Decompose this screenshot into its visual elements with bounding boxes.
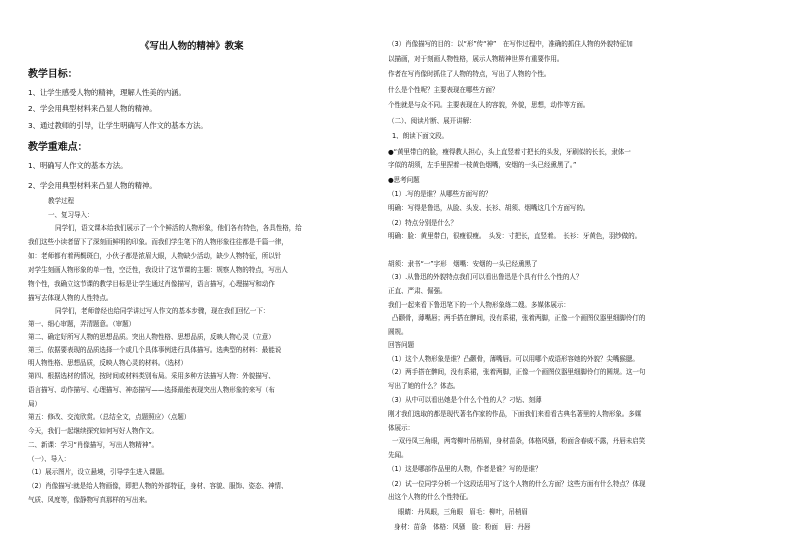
left-line: 教学过程 [48, 197, 74, 205]
left-line: 描写去体现人物的人性特点。 [28, 294, 113, 302]
right-line: 出这个人物的什么个性特征。 [388, 493, 473, 501]
left-line: 我们这些小读者留下了深刻而鲜明的印象。而我们学生笔下的人物形象往往都是千篇一律， [28, 238, 288, 246]
left-line: 第三、依据要表现的品质选择一个或几个具体事例进行具体描写。选典型的材料：最能说 [28, 346, 282, 354]
left-line: 局） [28, 400, 41, 408]
right-line: （1）这个人物形象是谁？凸颧骨，薄嘴唇。可以用哪个成语形容她的外貌？尖嘴猴腮。 [388, 355, 639, 363]
left-line: 同学们，语文课本给我们展示了一个个鲜活的人物形象，他们各有特色，各具性格，给 [55, 224, 302, 232]
right-line: （1）这是哪部作品里的人物，作者是谁？写的是谁？ [388, 465, 542, 473]
left-line: 第二、确定好所写人物的思想品质。突出人物性格、思想品质，反映人物心灵（立意） [28, 333, 275, 341]
right-line: 作者在写肖像时抓住了人物的特点，写出了人物的个性。 [388, 70, 551, 78]
left-line: 2、学会用典型材料来凸显人物的精神。 [28, 181, 157, 190]
right-line: 字似的胡须，左手里捏着一枝黄色烟嘴，安烟的一头已经熏黑了。” [388, 161, 577, 169]
right-line: ●思考问题 [388, 176, 420, 184]
right-line: 一双丹凤三角眼，两弯柳叶吊梢眉，身材苗条，体格风骚，粉面含春威不露，丹唇未启笑 [392, 437, 646, 445]
right-line: 明确：写得是鲁迅，从脸、头发、长衫、胡须、烟嘴这几个方面写的。 [388, 204, 590, 212]
left-line: 今天，我们一起继续探究如何写好人物作文。 [28, 427, 158, 435]
right-line: 眼睛：丹凤眼，三角眼 眉毛：柳叶，吊梢眉 [398, 508, 528, 516]
left-line: （2）肖像描写:就是给人物画像，即把人物的外部特征，身材、容貌、服饰、姿态、神情、 [28, 482, 288, 490]
right-line: 明确：脸：黄里带白，很瘦很瘦。 头发：寸把长，直竖着。 长衫：牙黄色，羽纱做的。 [388, 232, 642, 240]
right-line: （2）特点分别是什么？ [388, 219, 458, 227]
right-line: （2）试一位同学分析一个这段话用写了这个人物的什么方面？这些方面有什么特点？体现 [388, 480, 646, 488]
right-line: 身材：苗条 体格：风骚 脸：粉面 唇：丹唇 [394, 523, 531, 531]
left-line: 第一、细心审题，弄清题意。（审题） [28, 320, 136, 328]
left-line: 气质、风度等，像静物写真那样的写出来。 [28, 496, 152, 504]
right-line: 胡须：隶书“一”字形 烟嘴：安烟的一头已经熏黑了 [388, 260, 538, 268]
left-line: 2、学会用典型材料来凸显人物的精神。 [28, 104, 157, 113]
right-line: 以描画，对于刻画人物性格，展示人物精神世界有重要作用。 [388, 55, 564, 63]
right-line: 1、朗读下面文段。 [392, 132, 449, 140]
right-line: 写出了她的什么？体态。 [388, 382, 460, 390]
left-line: 第四、根据选材的情况，按时间或材料类别布局。采用多种方法描写人物：外貌描写、 [28, 372, 275, 380]
left-line: 1、明确写人作文的基本方法。 [28, 161, 128, 170]
left-line: 对学生刻画人物形象的单一性，空泛性，我设计了这节课的主题：规察人物的特点，写出人 [28, 266, 288, 274]
document-title: 《写出人物的精神》教案 [140, 41, 244, 52]
left-line: 语言描写、动作描写、心理描写、神态描写——选择最能表现突出人物形象的来写（布 [28, 386, 275, 394]
left-line: 如：老师都有着两鬓斑白，小伙子都是浓眉大眼，人物缺少活动，缺少人物特征，所以针 [28, 252, 282, 260]
left-line: 第五：修改、交流欣赏。（总结全文，点题照应）（点题） [28, 413, 191, 421]
left-line: 1、让学生感受人物的精神，理解人性美的内涵。 [28, 88, 186, 97]
right-line: 我们一起来看下鲁迅笔下的一个人物形象练二嫂。多媒体展示： [388, 301, 570, 309]
right-line: （3）.从鲁迅的外貌特点我们可以看出鲁迅是个具有什么个性的人？ [388, 273, 583, 281]
left-line: 二、新课：学习“肖像描写，写出人物精神”。 [28, 441, 159, 449]
right-line: 什么是个性呢？主要表现在哪些方面？ [388, 86, 499, 94]
right-line: 回答问题 [388, 341, 414, 349]
left-line: （1）展示图片，设立悬境，引导学生进入课题。 [28, 468, 169, 476]
right-line: （二）、阅读片断、展开讲解： [388, 117, 476, 125]
left-line: 教学目标： [28, 69, 78, 80]
right-line: 个性就是与众不同。主要表现在人的容貌，外貌，思想，动作等方面。 [388, 101, 590, 109]
right-line: （3）从中可以看出她是个什么个性的人？刁钻、刻薄 [388, 396, 542, 404]
left-line: 物个性，我确立这节课的教学目标是让学生通过肖像描写，语言描写，心理描写和动作 [28, 280, 275, 288]
left-line: 教学重难点： [28, 142, 88, 153]
right-line: 刚才我们选取的都是现代著名作家的作品，下面我们来看看古典名著里的人物形象。多媒 [388, 410, 642, 418]
right-line: （1）.写的是谁？从哪些方面写的？ [388, 190, 492, 198]
right-line: ●“黄里带白的脸，瘦得教人担心，头上直竖着寸把长的头发，牙刷似的长长，隶体一 [388, 148, 631, 156]
right-line: 先闻。 [388, 451, 408, 459]
left-line: 3、通过教师的引导，让学生明确写人作文的基本方法。 [28, 121, 208, 130]
left-line: 同学们，老师曾经也给同学讲过写人作文的基本步骤，现在我们回忆一下： [55, 307, 270, 315]
right-line: 凸颧骨，薄嘴唇；两手搭在髀间，没有系裙，张着两脚，正像一个画图仪器里细脚伶仃的 [392, 314, 646, 322]
left-line: 明人物性格、思想品质，反映人物心灵的材料。（选材） [28, 359, 188, 367]
right-line: 体展示： [388, 424, 414, 432]
right-line: 正直、严肃、倔强。 [388, 287, 447, 295]
right-line: 圆规。 [388, 328, 408, 336]
left-line: （一）、导入： [28, 455, 71, 463]
right-line: （3）肖像描写的目的：以“形”传“神” 在写作过程中，准确的抓住人物的外貌特征加 [388, 40, 633, 48]
right-line: （2）两手搭在髀间，没有系裙，张着两脚，正像一个画图仪器里细脚伶仃的圆规。这一句 [388, 368, 646, 376]
left-line: 一、复习导入： [48, 211, 94, 219]
